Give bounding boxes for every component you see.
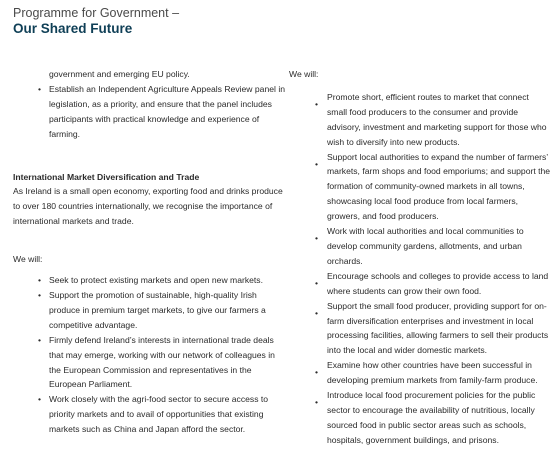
section-body: As Ireland is a small open economy, exporting food and drinks produce to over 180 countries internationally, we recognise the importance of international markets and trade. (13, 186, 283, 227)
bullet-icon: • (315, 233, 319, 244)
list-item: • Support local authorities to expand the number of farmers’ markets, farm shops and food emporiums; and support the formation of community-owned markets in all towns, showcasing local food produce from local farmers, growers, and food producers. (315, 151, 551, 222)
bullet-icon: • (315, 98, 319, 109)
bullet-list (287, 90, 551, 448)
page-header (13, 6, 179, 37)
list-item: • Support the promotion of sustainable, high-quality Irish produce in premium target markets, to give our farmers a competitive advantage. (38, 289, 266, 330)
section-title: International Market Diversification and Trade (13, 171, 200, 182)
bullet-icon: • (38, 334, 42, 345)
header-title: Our Shared Future (13, 21, 133, 36)
bullet-icon: • (315, 307, 319, 318)
bullet-icon: • (38, 289, 42, 300)
we-will-label: We will: (289, 69, 319, 79)
right-column (287, 67, 551, 448)
list-item: • Examine how other countries have been successful in developing premium markets from family-farm produce. (315, 360, 538, 386)
continuation-text: government and emerging EU policy. (49, 69, 190, 79)
list-item: • Seek to protect existing markets and open new markets. (13, 273, 285, 288)
list-item: • Establish an Independent Agriculture Appeals Review panel in legislation, as a priority, and ensure that the panel includes participants with practical knowledge and experience of farming. (38, 83, 286, 139)
we-will-label: We will: (13, 254, 43, 265)
list-item: • Support the small food producer, providing support for on-farm diversification enterprises and investment in local processing facilities, allowing farmers to sell their products into the local and wider domestic markets. (315, 300, 549, 356)
intro-bullet-list (13, 82, 285, 142)
list-item: • Encourage schools and colleges to provide access to land where students can grow their own food. (315, 270, 549, 296)
bullet-icon: • (38, 394, 42, 405)
bullet-icon: • (38, 83, 42, 94)
bullet-icon: • (315, 277, 319, 288)
bullet-icon: • (38, 275, 42, 286)
bullet-list (13, 273, 285, 437)
list-item: • Introduce local food procurement policies for the public sector to encourage the availability of nutritious, locally sourced food in public sector areas such as schools, hospitals, government buildings, and prisons. (315, 390, 536, 445)
list-item: • Work with local authorities and local communities to develop community gardens, allotments, and urban orchards. (315, 226, 524, 266)
bullet-icon: • (315, 397, 319, 408)
bullet-icon: • (315, 158, 319, 169)
list-item: • Promote short, efficient routes to market that connect small food producers to the consumer and provide advisory, investment and marketing support for those who wish to diversify into new products. (315, 91, 547, 147)
bullet-icon: • (315, 367, 319, 378)
header-subtitle: Programme for Government – (13, 6, 180, 20)
left-column (13, 67, 285, 437)
list-item: • Work closely with the agri-food sector to secure access to priority markets and to avail of opportunities that existing markets such as China and Japan afford the sector. (38, 394, 269, 435)
list-item: • Firmly defend Ireland’s interests in international trade deals that may emerge, working with our network of colleagues in the European Commission and representatives in the European Parliament. (38, 334, 275, 390)
